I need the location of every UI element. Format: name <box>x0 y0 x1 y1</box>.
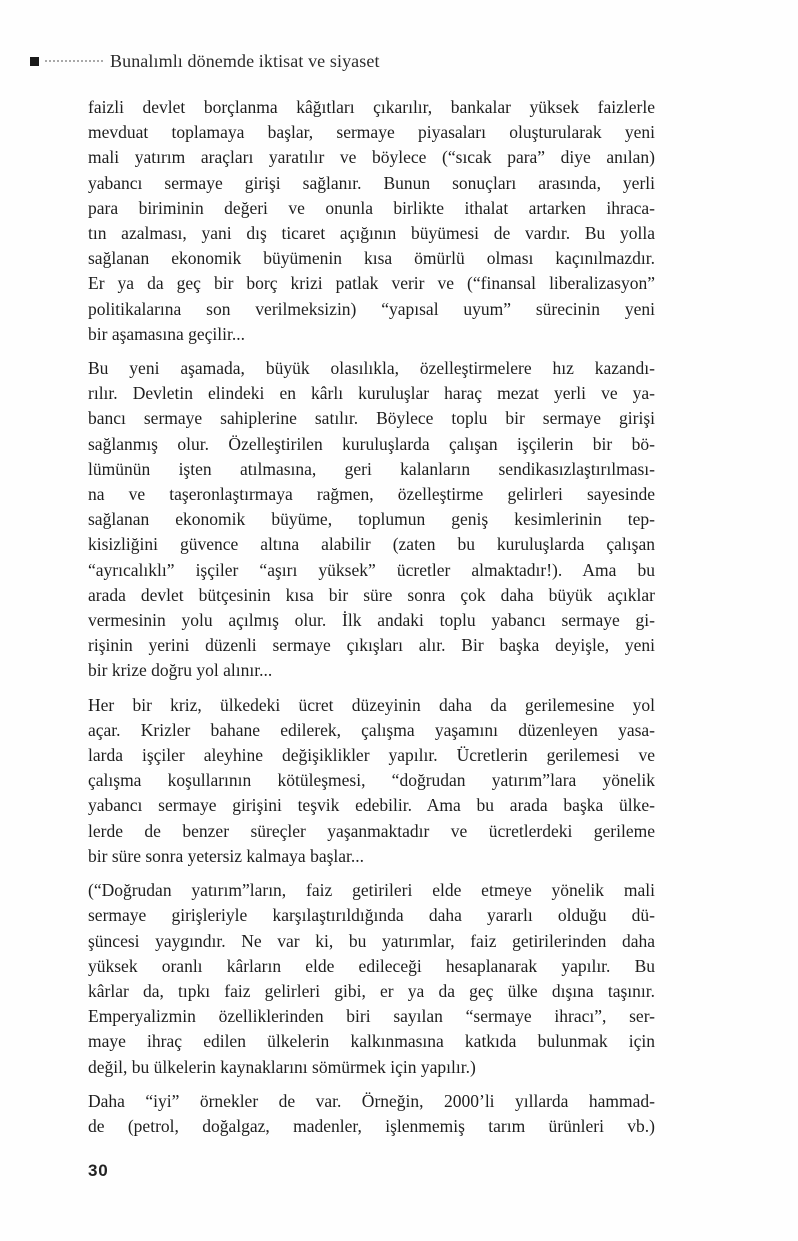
text-line: de (petrol, doğalgaz, madenler, işlenmemiş tarım ürünleri vb.) <box>88 1115 655 1136</box>
text-line: rılır. Devletin elindeki en kârlı kuruluşlar haraç mezat yerli ve ya- <box>88 383 655 404</box>
paragraph <box>88 693 655 869</box>
text-line: sağlanan ekonomik büyümenin kısa ömürlü olması kaçınılmazdır. <box>88 248 655 269</box>
text-line: çalışma koşullarının kötüleşmesi, “doğrudan yatırım”lara yönelik <box>88 770 655 791</box>
text-line: sağlanan ekonomik büyüme, toplumun geniş kesimlerinin tep- <box>88 509 655 530</box>
text-line: (“Doğrudan yatırım”ların, faiz getirileri elde etmeye yönelik mali <box>88 880 655 901</box>
text-line: Her bir kriz, ülkedeki ücret düzeyinin daha da gerilemesine yol <box>88 694 655 715</box>
text-line: bancı sermaye sahiplerine satılır. Böylece toplu bir sermaye girişi <box>88 408 655 429</box>
running-header <box>30 51 380 71</box>
text-line: na ve taşeronlaştırmaya rağmen, özelleştirme gelirleri sayesinde <box>88 484 655 505</box>
text-line: Daha “iyi” örnekler de var. Örneğin, 2000’li yıllarda hammad- <box>88 1090 655 1111</box>
dotted-leader-line <box>45 60 103 62</box>
paragraph <box>88 95 655 347</box>
text-line: mevduat toplamaya başlar, sermaye piyasaları oluşturularak yeni <box>88 122 655 143</box>
chapter-title: Bunalımlı dönemde iktisat ve siyaset <box>110 50 380 71</box>
text-line: lümünün işten atılmasına, geri kalanların sendikasızlaştırılması- <box>88 458 655 479</box>
text-line: yabancı sermaye girişi sağlanır. Bunun sonuçları arasında, yerli <box>88 172 655 193</box>
text-line: mali yatırım araçları yaratılır ve böylece (“sıcak para” diye anılan) <box>88 147 655 168</box>
body-text <box>88 95 655 1148</box>
text-line: kisizliğini güvence altına alabilir (zaten bu kuruluşlarda çalışan <box>88 534 655 555</box>
text-line: lerde de benzer süreçler yaşanmaktadır ve ücretlerdeki gerileme <box>88 820 655 841</box>
text-line: tın azalması, yani dış ticaret açığının büyümesi de vardır. Bu yolla <box>88 223 655 244</box>
text-line: maye ihraç edilen ülkelerin kalkınmasına katkıda bulunmak için <box>88 1031 655 1052</box>
text-line: değil, bu ülkelerin kaynaklarını sömürmek için yapılır.) <box>88 1056 476 1077</box>
text-line: bir aşamasına geçilir... <box>88 323 245 344</box>
page-number: 30 <box>88 1161 109 1180</box>
text-line: Er ya da geç bir borç krizi patlak verir ve (“finansal liberalizasyon” <box>88 273 655 294</box>
text-line: “ayrıcalıklı” işçiler “aşırı yüksek” ücretler almaktadır!). Ama bu <box>88 559 655 580</box>
text-line: vermesinin yolu açılmış olur. İlk andaki toplu yabancı sermaye gi- <box>88 610 655 631</box>
text-line: arada devlet bütçesinin kısa bir süre sonra çok daha büyük açıklar <box>88 584 655 605</box>
text-line: politikalarına son verilmeksizin) “yapısal uyum” sürecinin yeni <box>88 298 655 319</box>
text-line: yabancı sermaye girişini teşvik edebilir. Ama bu arada başka ülke- <box>88 795 655 816</box>
paragraph <box>88 356 655 684</box>
square-bullet-icon <box>30 57 39 66</box>
paragraph <box>88 878 655 1080</box>
text-line: faizli devlet borçlanma kâğıtları çıkarılır, bankalar yüksek faizlerle <box>88 97 655 117</box>
text-line: bir süre sonra yetersiz kalmaya başlar... <box>88 845 365 866</box>
text-line: Emperyalizmin özelliklerinden biri sayılan “sermaye ihracı”, ser- <box>88 1006 655 1027</box>
text-line: Bu yeni aşamada, büyük olasılıkla, özelleştirmelere hız kazandı- <box>88 358 655 379</box>
text-line: açar. Krizler bahane edilerek, çalışma yaşamını düzenleyen yasa- <box>88 719 655 740</box>
text-line: larda işçiler aleyhine değişiklikler yapılır. Ücretlerin gerilemesi ve <box>88 745 655 766</box>
text-line: şüncesi yaygındır. Ne var ki, bu yatırımlar, faiz getirilerinden daha <box>88 930 655 951</box>
text-line: bir krize doğru yol alınır... <box>88 660 273 681</box>
text-line: yüksek oranlı kârların elde edileceği hesaplanarak yapılır. Bu <box>88 955 655 976</box>
text-line: sermaye girişleriyle karşılaştırıldığında daha yararlı olduğu dü- <box>88 905 655 926</box>
text-line: sağlanmış olur. Özelleştirilen kuruluşlarda çalışan işçilerin bir bö- <box>88 433 655 454</box>
text-line: rişinin yerini düzenli sermaye çıkışları alır. Bir başka deyişle, yeni <box>88 635 655 656</box>
text-line: para biriminin değeri ve onunla birlikte ithalat artarken ihraca- <box>88 197 655 218</box>
paragraph <box>88 1089 655 1139</box>
text-line: kârlar da, tıpkı faiz gelirleri gibi, er ya da geç ülke dışına taşınır. <box>88 980 655 1001</box>
